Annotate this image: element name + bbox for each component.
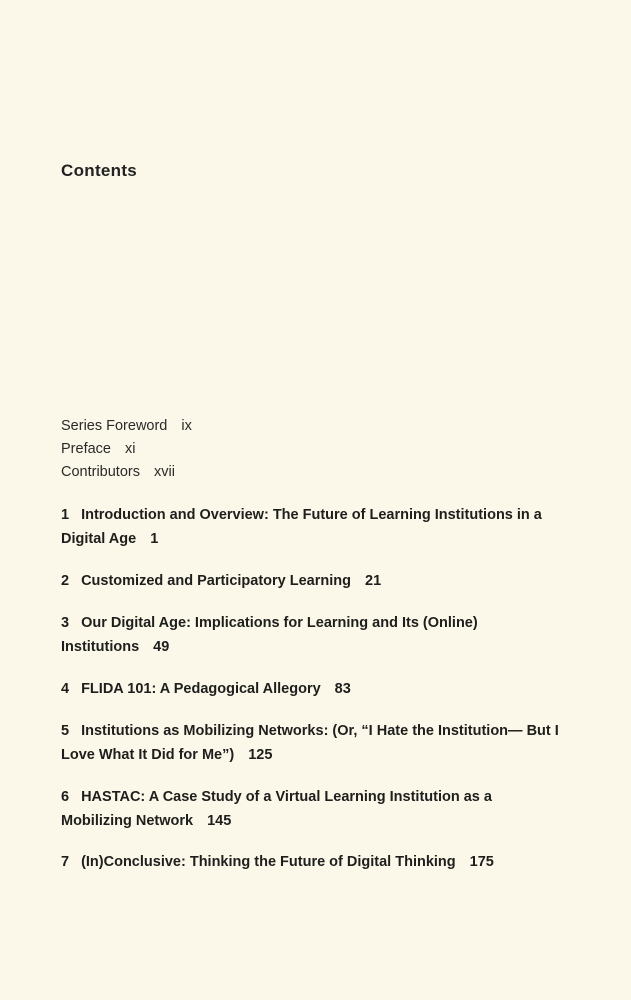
toc-entry-page: xi bbox=[124, 441, 136, 457]
chapter-number: 3 bbox=[61, 615, 70, 631]
chapter-title: Customized and Participatory Learning bbox=[81, 573, 351, 589]
toc-entry-series-foreword bbox=[61, 418, 192, 434]
toc-chapter-3 bbox=[61, 611, 561, 659]
chapter-title: HASTAC: A Case Study of a Virtual Learning Institution as a Mobilizing Network bbox=[61, 789, 492, 829]
toc-chapter-7 bbox=[61, 850, 561, 874]
chapter-page: 21 bbox=[365, 573, 382, 589]
toc-entry-preface bbox=[61, 441, 135, 457]
chapter-number: 2 bbox=[61, 573, 70, 589]
chapter-page: 1 bbox=[150, 531, 159, 547]
toc-chapter-2 bbox=[61, 569, 561, 593]
chapter-title: FLIDA 101: A Pedagogical Allegory bbox=[81, 681, 321, 697]
chapter-number: 6 bbox=[61, 789, 70, 805]
toc-entry-title: Series Foreword bbox=[61, 418, 168, 434]
chapter-title: Institutions as Mobilizing Networks: (Or, “I Hate the Institution— But I Love What It Did for Me”) bbox=[61, 723, 559, 763]
chapter-title: Our Digital Age: Implications for Learning and Its (Online) Institutions bbox=[61, 615, 478, 655]
chapter-title: Introduction and Overview: The Future of Learning Institutions in a Digital Age bbox=[61, 507, 542, 547]
chapter-number: 1 bbox=[61, 507, 70, 523]
contents-heading: Contents bbox=[61, 161, 138, 180]
toc-entry-title: Contributors bbox=[61, 464, 140, 480]
toc-chapter-5 bbox=[61, 719, 561, 767]
chapter-number: 5 bbox=[61, 723, 70, 739]
toc-entry-page: xvii bbox=[153, 464, 175, 480]
chapter-page: 83 bbox=[334, 681, 351, 697]
chapter-number: 7 bbox=[61, 854, 70, 870]
chapter-page: 145 bbox=[207, 813, 232, 829]
toc-chapter-6 bbox=[61, 785, 561, 833]
chapter-number: 4 bbox=[61, 681, 70, 697]
chapter-page: 125 bbox=[248, 747, 273, 763]
chapter-page: 49 bbox=[153, 639, 170, 655]
toc-entry-contributors bbox=[61, 464, 175, 480]
toc-entry-title: Preface bbox=[61, 441, 111, 457]
toc-chapter-1 bbox=[61, 503, 561, 551]
toc-chapter-4 bbox=[61, 677, 561, 701]
toc-entry-page: ix bbox=[181, 418, 192, 434]
chapter-title: (In)Conclusive: Thinking the Future of Digital Thinking bbox=[81, 854, 456, 870]
chapter-page: 175 bbox=[469, 854, 494, 870]
